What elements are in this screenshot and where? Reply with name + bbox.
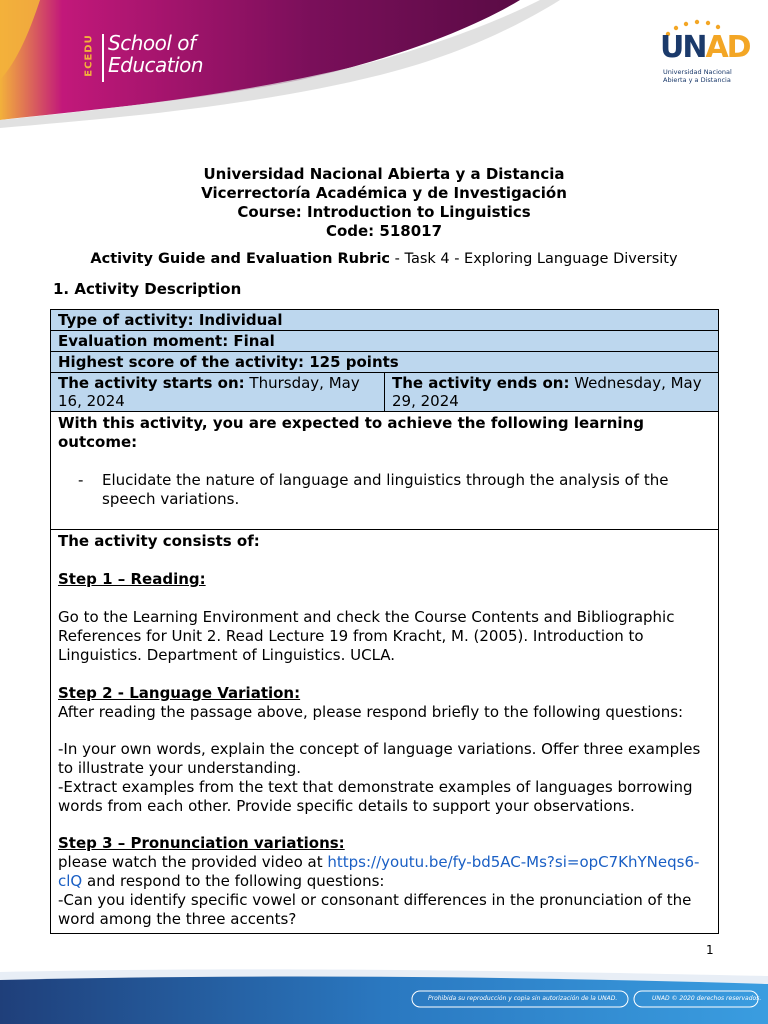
cell-end-date: The activity ends on: Wednesday, May 29, 2024 [392, 374, 702, 410]
cell-start-date: The activity starts on: Thursday, May 16, 2024 [51, 373, 385, 411]
row-type: Type of activity: Individual [51, 310, 718, 331]
step3-question-1: -Can you identify specific vowel or consonant differences in the pronunciation of the word among the three accents? [58, 891, 692, 928]
title-vicerrectoria: Vicerrectoría Académica y de Investigación [201, 184, 567, 202]
consists-heading: The activity consists of: [58, 532, 260, 550]
step3-text: please watch the provided video at https://youtu.be/fy-bd5AC-Ms?si=opC7KhYNeqs6-clQ and respond to the following questions: [58, 853, 700, 890]
page-number: 1 [706, 943, 714, 957]
row-score: Highest score of the activity: 125 points [51, 352, 718, 373]
ecedu-text: ECEDU [83, 34, 95, 77]
school-divider [102, 34, 104, 82]
ecedu-label [83, 34, 100, 82]
row-activity-steps [51, 530, 718, 933]
title-course: Course: Introduction to Linguistics [237, 203, 531, 221]
step1-text: Go to the Learning Environment and check the Course Contents and Bibliographic References for Unit 2. Read Lecture 19 from Kracht, M. (2005). Introduction to Linguistics. Department of Linguistics. UCLA. [58, 608, 675, 664]
outcome-heading: With this activity, you are expected to achieve the following learning outcome: [58, 414, 644, 451]
outcome-item [58, 471, 711, 509]
section-heading: 1. Activity Description [53, 280, 242, 298]
title-code: Code: 518017 [325, 222, 443, 240]
unad-subtitle: Universidad Nacional Abierta y a Distancia [663, 68, 732, 84]
footer-copyright-notice: Prohibida su reproducción y copia sin autorización de la UNAD. [428, 995, 618, 1002]
step2-intro: After reading the passage above, please respond briefly to the following questions: [58, 703, 684, 721]
guide-title-bold: Activity Guide and Evaluation Rubric [90, 251, 391, 267]
row-moment: Evaluation moment: Final [51, 331, 718, 352]
footer-rights: UNAD © 2020 derechos reservados. [652, 995, 762, 1002]
video-link[interactable]: https://youtu.be/fy-bd5AC-Ms?si=opC7KhYNeqs6-clQ [58, 853, 700, 890]
document-titles [0, 165, 768, 241]
guide-title [0, 251, 768, 267]
school-line-1: School of [108, 31, 196, 55]
row-outcome [51, 412, 718, 530]
bullet-dash: - [78, 471, 84, 489]
step1-title: Step 1 – Reading: [58, 570, 206, 588]
activity-table [50, 309, 719, 934]
page-header [0, 0, 768, 130]
guide-title-rest: - Task 4 - Exploring Language Diversity [390, 251, 678, 267]
step2-title: Step 2 - Language Variation: [58, 684, 301, 702]
step2-question-2: -Extract examples from the text that demonstrate examples of languages borrowing words from each other. Provide specific details to support your observations. [58, 778, 693, 815]
school-line-2: Education [108, 53, 204, 77]
row-dates [51, 373, 718, 412]
outcome-item-text: Elucidate the nature of language and linguistics through the analysis of the speech variations. [102, 471, 669, 508]
title-university: Universidad Nacional Abierta y a Distancia [203, 165, 565, 183]
step3-title: Step 3 – Pronunciation variations: [58, 834, 345, 852]
step2-question-1: -In your own words, explain the concept of language variations. Offer three examples to illustrate your understanding. [58, 740, 701, 777]
unad-logo [660, 18, 760, 88]
unad-wordmark: UNAD [660, 30, 750, 65]
school-of-education-logo [108, 32, 203, 76]
